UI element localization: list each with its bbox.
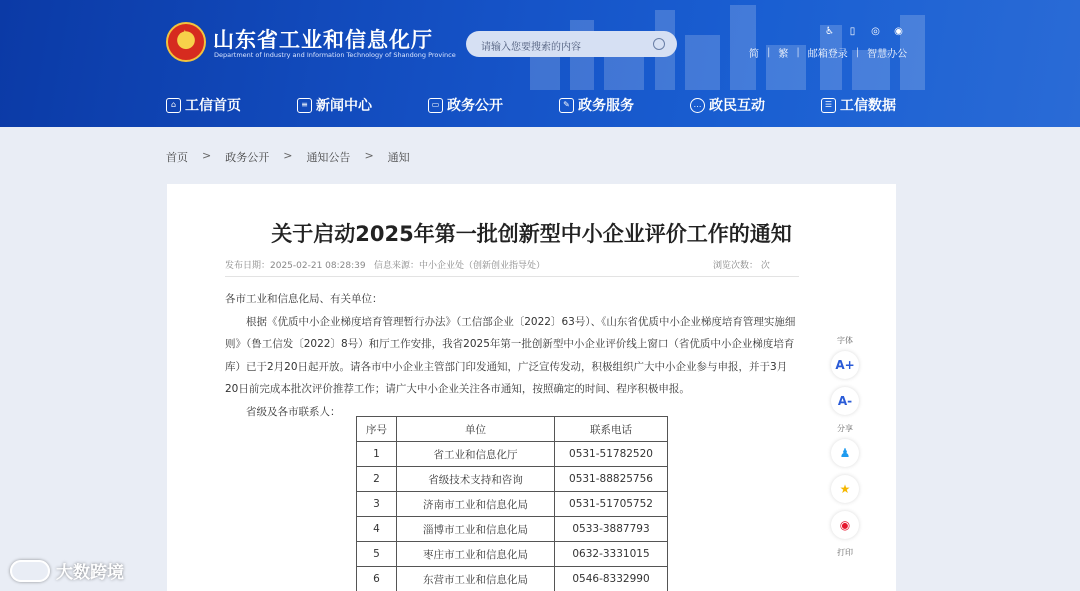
weibo-icon[interactable]: ◉: [894, 26, 903, 37]
table-header-row: [357, 417, 668, 442]
search-input[interactable]: 请输入您要搜索的内容: [481, 42, 581, 53]
nav-item-data[interactable]: ☰ 工信数据: [821, 94, 896, 116]
traditional-link[interactable]: 繁: [778, 49, 789, 60]
qzone-share-icon[interactable]: ★: [831, 475, 859, 503]
table-header: 联系电话: [555, 417, 668, 442]
watermark-text: 大数跨境: [56, 563, 124, 583]
share-label: 分享: [837, 424, 853, 433]
mail-login-link[interactable]: 邮箱登录: [807, 49, 848, 60]
nav-item-home[interactable]: ⌂ 工信首页: [166, 94, 241, 116]
article-meta: [225, 258, 785, 271]
article-title: 关于启动2025年第一批创新型中小企业评价工作的通知: [271, 222, 792, 246]
table-row: 3 济南市工业和信息化局 0531-51705752: [357, 492, 668, 517]
service-icon: ✎: [559, 98, 574, 113]
meta-divider: [225, 276, 799, 277]
table-row: 1 省工业和信息化厅 0531-51782520: [357, 442, 668, 467]
weibo-share-icon[interactable]: ◉: [831, 511, 859, 539]
site-header: [0, 0, 1080, 127]
top-links: 简 | 繁 | 邮箱登录 | 智慧办公: [749, 47, 908, 60]
contacts-table: [356, 416, 668, 591]
nav-item-gov-service[interactable]: ✎ 政务服务: [559, 94, 634, 116]
wechat-icon[interactable]: ◎: [871, 26, 880, 37]
main-nav: [166, 94, 896, 116]
interaction-icon: …: [690, 98, 705, 113]
breadcrumb-notice[interactable]: 通知: [387, 151, 410, 164]
table-header: 单位: [397, 417, 555, 442]
table-row: 5 枣庄市工业和信息化局 0632-3331015: [357, 542, 668, 567]
home-icon: ⌂: [166, 98, 181, 113]
mobile-icon[interactable]: ▯: [849, 26, 856, 37]
print-label[interactable]: 打印: [837, 548, 853, 557]
accessibility-icon[interactable]: ♿: [825, 26, 834, 37]
breadcrumb-notices[interactable]: 通知公告: [306, 151, 351, 164]
table-row: 2 省级技术支持和咨询 0531-88825756: [357, 467, 668, 492]
info-source: 信息来源：中小企业处（创新创业指导处）: [374, 261, 546, 271]
top-icon-bar: [823, 25, 905, 38]
article-card: [167, 184, 896, 591]
simplified-link[interactable]: 简: [749, 49, 759, 60]
table-row: 6 东营市工业和信息化局 0546-8332990: [357, 567, 668, 591]
article-body: [225, 288, 799, 423]
gov-open-icon: ▭: [428, 98, 443, 113]
table-row: 4 淄博市工业和信息化局 0533-3887793: [357, 517, 668, 542]
font-increase-button[interactable]: A+: [831, 351, 859, 379]
search-icon[interactable]: [653, 38, 665, 50]
watermark-logo-icon: [10, 560, 50, 582]
search-box[interactable]: [466, 31, 677, 57]
watermark: [10, 558, 124, 583]
publish-date: 发布日期：2025-02-21 08:28:39: [225, 261, 366, 271]
breadcrumb-home[interactable]: 首页: [166, 151, 188, 164]
qq-share-icon[interactable]: ♟: [831, 439, 859, 467]
national-emblem-logo[interactable]: [166, 22, 206, 62]
nav-item-interaction[interactable]: … 政民互动: [690, 94, 765, 116]
font-size-label: 字体: [837, 336, 853, 345]
view-count: 浏览次数： 次: [713, 261, 770, 271]
nav-item-news[interactable]: ≡ 新闻中心: [297, 94, 372, 116]
table-header: 序号: [357, 417, 397, 442]
breadcrumb: 首页 > 政务公开 > 通知公告 > 通知: [166, 149, 410, 164]
side-toolbar: [828, 335, 862, 558]
news-icon: ≡: [297, 98, 312, 113]
data-icon: ☰: [821, 98, 836, 113]
smart-office-link[interactable]: 智慧办公: [867, 49, 908, 60]
nav-item-gov-open[interactable]: ▭ 政务公开: [428, 94, 503, 116]
font-decrease-button[interactable]: A-: [831, 387, 859, 415]
site-subtitle: Department of Industry and Information Technology of Shandong Province: [214, 51, 456, 59]
contacts-label: 省级及各市联系人：: [246, 405, 341, 418]
salutation: 各市工业和信息化局、有关单位：: [225, 293, 383, 305]
paragraph-1: 根据《优质中小企业梯度培育管理暂行办法》（工信部企业〔2022〕63号）、《山东省优质中小企业梯度培育管理实施细则》（鲁工信发〔2022〕8号）和厅工作安排，我省2025年第一批创新型中小企业评价线上窗口（省优质中小企业梯度培育库）已于2月20日起开放。请各市中小企业主管部门印发通知，广泛宣传发动，积极组织广大中小企业参与申报，并于3月20日前完成本批次评价推荐工作；请广大中小企业关注各市通知，按照确定的时间、程序积极申报。: [225, 315, 796, 395]
site-title[interactable]: 山东省工业和信息化厅: [213, 28, 433, 52]
breadcrumb-gov-open[interactable]: 政务公开: [225, 151, 270, 164]
